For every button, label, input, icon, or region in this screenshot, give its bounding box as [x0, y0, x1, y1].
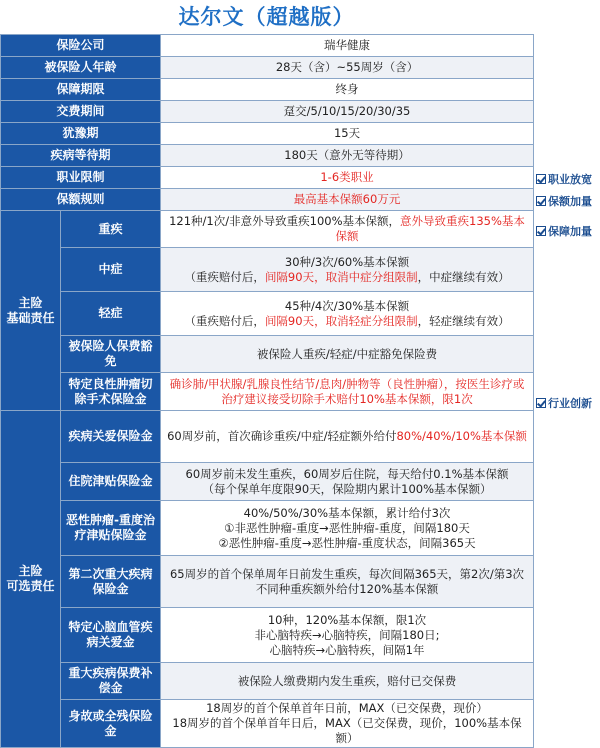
- label-pay: 交费期间: [1, 101, 161, 123]
- second-line2: 不同种重疾额外给付120%基本保额: [255, 581, 439, 596]
- comparison-table: [0, 34, 534, 748]
- mild-text-c: ，轻症继续有效）: [417, 313, 510, 328]
- label-death: 身故或全残保险金: [61, 700, 161, 748]
- value-second: [161, 556, 534, 608]
- label-occupation: 职业限制: [1, 167, 161, 189]
- category-optional: [1, 411, 61, 748]
- row-pay: [1, 101, 534, 123]
- death-line2: 18周岁的首个保单首年日后，MAX（已交保费，现价，100%基本保额）: [172, 716, 522, 745]
- value-company: 瑞华健康: [161, 35, 534, 57]
- label-second: 第二次重大疾病保险金: [61, 556, 161, 608]
- care-text: 60周岁前，首次确诊重疾/中症/轻症额外给付: [167, 429, 397, 443]
- value-mild: [161, 292, 534, 336]
- value-death: [161, 700, 534, 748]
- value-premium: 被保险人缴费期内发生重疾，赔付已交保费: [161, 663, 534, 700]
- side-note-occupation: [536, 171, 592, 187]
- critical-text: 121种/1次/非意外导致重疾100%基本保额，: [169, 214, 401, 228]
- row-waiting: [1, 123, 534, 145]
- death-line1: 18周岁的首个保单首年日前，MAX（已交保费，现价）: [206, 701, 488, 715]
- label-critical: 重疾: [61, 211, 161, 248]
- category-base-text: 主险 基础责任: [6, 295, 55, 325]
- side-note-text: 行业创新: [548, 397, 592, 410]
- side-note-innovation: [536, 395, 592, 411]
- side-note-amount: [536, 193, 592, 209]
- value-age: 28天（含）~55周岁（含）: [161, 57, 534, 79]
- moderate-text-c: ，中症继续有效）: [417, 269, 510, 284]
- row-hospital: [1, 463, 534, 501]
- cardio-line2: 非心脑特疾→心脑特疾，间隔180日;: [254, 627, 440, 642]
- malignant-line1: 40%/50%/30%基本保额，累计给付3次: [243, 505, 451, 520]
- label-disease-wait: 疾病等待期: [1, 145, 161, 167]
- value-tumor: 确诊肺/甲状腺/乳腺良性结节/息肉/肿物等（良性肿瘤），按医生诊疗或治疗建议接受切除手术赔付10%基本保额，限1次: [161, 373, 534, 411]
- cardio-line3: 心脑特疾→心脑特疾，间隔1年: [269, 642, 425, 657]
- row-moderate: [1, 248, 534, 292]
- row-care: [1, 411, 534, 463]
- row-tumor: [1, 373, 534, 411]
- second-line1: 65周岁的首个保单周年日前发生重疾，每次间隔365天，第2次/第3次: [169, 566, 525, 581]
- value-hospital: [161, 463, 534, 501]
- mild-line1: 45种/4次/30%基本保额: [284, 298, 410, 313]
- label-malignant: 恶性肿瘤-重度治疗津贴保险金: [61, 501, 161, 556]
- cardio-line1: 10种，120%基本保额，限1次: [267, 612, 427, 627]
- side-note-text: 职业放宽: [548, 173, 592, 186]
- row-occupation: [1, 167, 534, 189]
- row-critical: [1, 211, 534, 248]
- malignant-line2: ①非恶性肿瘤-重度→恶性肿瘤-重度，间隔180天: [224, 520, 470, 535]
- mild-text-a: （重疾赔付后，: [184, 313, 265, 328]
- label-care: 疾病关爱保险金: [61, 411, 161, 463]
- row-age: [1, 57, 534, 79]
- moderate-highlight: 间隔90天，取消中症分组限制: [264, 269, 418, 284]
- category-base: [1, 211, 61, 411]
- label-mild: 轻症: [61, 292, 161, 336]
- row-death: [1, 700, 534, 748]
- value-pay: 趸交/5/10/15/20/30/35: [161, 101, 534, 123]
- page-title: 达尔文（超越版）: [178, 5, 355, 29]
- hospital-line2: （每个保单年度限90天，保险期内累计100%基本保额）: [202, 481, 492, 496]
- malignant-line3: ②恶性肿瘤-重度→恶性肿瘤-重度状态，间隔365天: [218, 535, 476, 550]
- row-rule: [1, 189, 534, 211]
- label-term: 保障期限: [1, 79, 161, 101]
- value-waiver: 被保险人重疾/轻症/中症豁免保险费: [161, 336, 534, 373]
- value-waiting: 15天: [161, 123, 534, 145]
- row-mild: [1, 292, 534, 336]
- checkbox-icon: [536, 196, 546, 206]
- value-occupation: 1-6类职业: [161, 167, 534, 189]
- row-waiver: [1, 336, 534, 373]
- category-optional-text: 主险 可选责任: [6, 564, 55, 593]
- value-critical: [161, 211, 534, 248]
- row-term: [1, 79, 534, 101]
- moderate-line1: 30种/3次/60%基本保额: [284, 254, 410, 269]
- moderate-line2: [164, 270, 530, 285]
- checkbox-icon: [536, 174, 546, 184]
- label-tumor: 特定良性肿瘤切除手术保险金: [61, 373, 161, 411]
- label-premium: 重大疾病保费补偿金: [61, 663, 161, 700]
- label-waiver: 被保险人保费豁免: [61, 336, 161, 373]
- label-hospital: 住院津贴保险金: [61, 463, 161, 501]
- row-premium: [1, 663, 534, 700]
- hospital-line1: 60周岁前未发生重疾，60周岁后住院，每天给付0.1%基本保额: [185, 466, 509, 481]
- row-cardio: [1, 608, 534, 663]
- label-rule: 保额规则: [1, 189, 161, 211]
- label-company: 保险公司: [1, 35, 161, 57]
- moderate-text-a: （重疾赔付后，: [184, 269, 265, 284]
- label-age: 被保险人年龄: [1, 57, 161, 79]
- row-company: [1, 35, 534, 57]
- checkbox-icon: [536, 398, 546, 408]
- value-moderate: [161, 248, 534, 292]
- value-term: 终身: [161, 79, 534, 101]
- label-moderate: 中症: [61, 248, 161, 292]
- value-malignant: [161, 501, 534, 556]
- value-rule: 最高基本保额60万元: [161, 189, 534, 211]
- mild-line2: [164, 314, 530, 329]
- side-note-text: 保障加量: [548, 225, 592, 238]
- side-note-coverage: [536, 223, 592, 239]
- row-disease-wait: [1, 145, 534, 167]
- label-waiting: 犹豫期: [1, 123, 161, 145]
- value-care: [161, 411, 534, 463]
- value-disease-wait: 180天（意外无等待期）: [161, 145, 534, 167]
- row-malignant: [1, 501, 534, 556]
- checkbox-icon: [536, 226, 546, 236]
- mild-highlight: 间隔90天，取消轻症分组限制: [264, 313, 418, 328]
- value-cardio: [161, 608, 534, 663]
- care-highlight: 80%/40%/10%基本保额: [396, 429, 527, 443]
- critical-highlight: 意外导致重疾135%基本保额: [335, 214, 525, 243]
- side-note-text: 保额加量: [548, 195, 592, 208]
- row-second: [1, 556, 534, 608]
- label-cardio: 特定心脑血管疾病关爱金: [61, 608, 161, 663]
